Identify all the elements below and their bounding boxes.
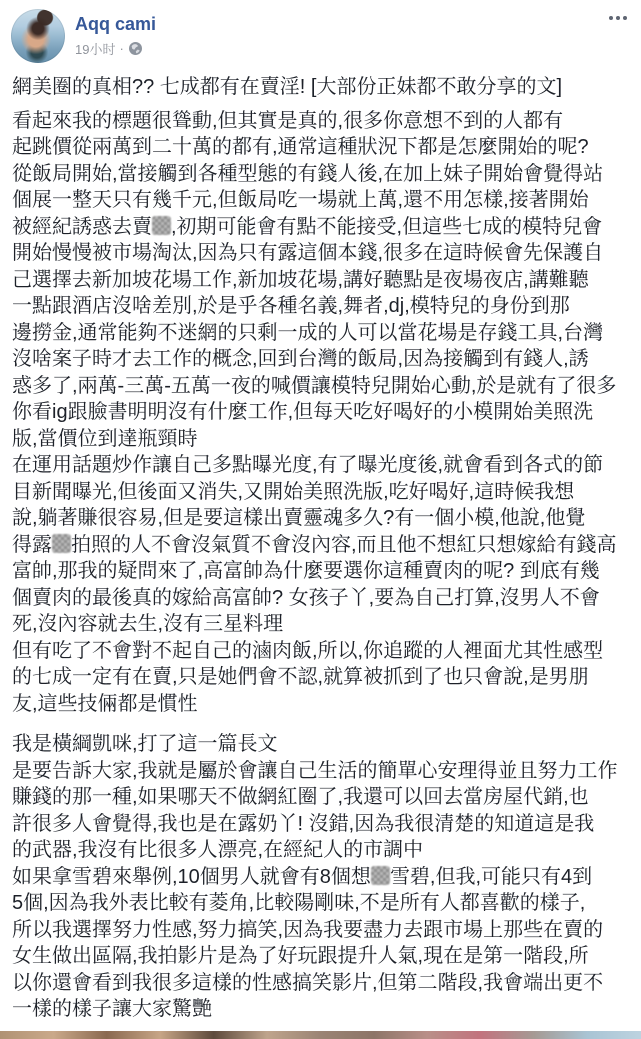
post-line: 所以我選擇努力性感,努力搞笑,因為我要盡力去跟市場上那些在賣的 — [12, 918, 604, 941]
post-paragraph — [12, 638, 629, 718]
post-menu-button[interactable] — [607, 12, 629, 24]
post-line: 在運用話題炒作讓自己多點曝光度,有了曝光度後,就會看到各式的節 — [12, 454, 604, 476]
post-line: 說,躺著賺很容易,但是要這樣出賣靈魂多久?有一個小模,他說,他覺 — [12, 507, 586, 529]
post-line: 我是橫綱凱咪,打了這一篇長文 — [12, 733, 278, 755]
post-paragraph — [12, 731, 629, 758]
post-line: 賺錢的那一種,如果哪天不做網紅圈了,我還可以回去當房屋代銷,也 — [12, 786, 589, 808]
post-line: 如果拿雪碧來舉例,10個男人就會有8個想 雪碧,但我,可能只有4到 — [12, 865, 593, 888]
censored-mosaic — [52, 534, 71, 553]
ellipsis-icon — [616, 16, 620, 20]
post-line: 被經紀誘惑去賣 ,初期可能會有點不能接受,但這些七成的模特兒會 — [12, 215, 603, 238]
post-line: 得露 拍照的人不會沒氣質不會沒內容,而且他不想紅只想嫁給有錢高 — [12, 533, 617, 556]
post-line: 你看ig跟臉書明明沒有什麼工作,但每天吃好喝好的小模開始美照洗 — [12, 401, 594, 423]
censored-mosaic — [371, 866, 390, 885]
post-line: 邊撈金,通常能夠不迷網的只剩一成的人可以當花場是存錢工具,台灣 — [12, 321, 604, 344]
post-line: 是要告訴大家,我就是屬於會讓自己生活的簡單心安理得並且努力工作 — [12, 759, 618, 782]
post-line: 網美圈的真相?? 七成都有在賣淫! [大部份正妹都不敢分享的文] — [12, 76, 563, 98]
post-line: 一點跟酒店沒啥差別,於是乎各種名義,舞者,dj,模特兒的身份到那 — [12, 295, 570, 317]
post-paragraph — [12, 74, 629, 101]
post-paragraph — [12, 452, 629, 638]
post-line: 惑多了,兩萬-三萬-五萬一夜的喊價讓模特兒開始心動,於是就有了很多 — [12, 374, 617, 397]
post-timestamp[interactable]: 19小时 — [75, 42, 116, 57]
post-line: 起跳價從兩萬到二十萬的都有,通常這種狀況下都是怎麼開始的呢? — [12, 136, 589, 158]
post-line: 的武器,我沒有比很多人漂亮,在經紀人的市調中 — [12, 839, 424, 861]
post-line: 富帥,那我的疑問來了,高富帥為什麼要選你這種賣肉的呢? 到底有幾 — [12, 560, 600, 582]
author-name[interactable]: Aqq cami — [75, 14, 157, 34]
post-line: 許很多人會覺得,我也是在露奶丫! 沒錯,因為我很清楚的知道這是我 — [12, 812, 595, 835]
post-line: 沒啥案子時才去工作的概念,回到台灣的飯局,因為接觸到有錢人,誘 — [12, 348, 589, 370]
post-line: 個展一整天只有幾千元,但飯局吃一場就上萬,還不用怎樣,接著開始 — [12, 189, 589, 211]
post-header — [0, 0, 641, 71]
post-line: 從飯局開始,當接觸到各種型態的有錢人後,在加上妹子開始會覺得站 — [12, 162, 604, 185]
profile-avatar[interactable] — [11, 9, 65, 63]
ellipsis-icon — [609, 16, 613, 20]
post-line: 目新聞曝光,但後面又消失,又開始美照洗版,吃好喝好,這時候我想 — [12, 480, 575, 503]
post-paragraph — [12, 108, 629, 453]
ellipsis-icon — [623, 16, 627, 20]
post-line: 看起來我的標題很聳動,但其實是真的,很多你意想不到的人都有 — [12, 109, 564, 132]
post-line: 版,當價位到達瓶頸時 — [12, 427, 198, 450]
photo-attachment-edge[interactable] — [0, 1031, 641, 1039]
post-line: 死,沒內容就去生,沒有三星料理 — [12, 613, 284, 635]
censored-mosaic — [152, 216, 171, 235]
post-line: 開始慢慢被市場淘汰,因為只有露這個本錢,很多在這時候會先保護自 — [12, 242, 604, 264]
post-line: 女生做出區隔,我拍影片是為了好玩跟提升人氣,現在是第一階段,所 — [12, 945, 589, 967]
post-content — [0, 71, 641, 1023]
post-line: 個賣肉的最後真的嫁給高富帥? 女孩子丫,要為自己打算,沒男人不會 — [12, 586, 600, 609]
post-line: 5個,因為我外表比較有菱角,比較陽剛味,不是所有人都喜歡的樣子, — [12, 892, 586, 914]
post-paragraph — [12, 864, 629, 1023]
post-line: 以你還會看到我很多這樣的性感搞笑影片,但第二階段,我會端出更不 — [12, 971, 604, 994]
post-line: 但有吃了不會對不起自己的滷肉飯,所以,你追蹤的人裡面尤其性感型 — [12, 639, 604, 662]
post-line: 己選擇去新加坡花場工作,新加坡花場,講好聽點是夜場夜店,講難聽 — [12, 268, 589, 291]
header-meta — [75, 9, 156, 58]
post-line: 的七成一定有在賣,只是她們會不認,就算被抓到了也只會說,是男朋 — [12, 666, 589, 688]
post-line: 友,這些技倆都是慣性 — [12, 692, 198, 715]
privacy-globe-icon — [129, 42, 142, 55]
post-paragraph — [12, 758, 629, 864]
meta-separator: · — [119, 41, 124, 56]
post-line: 一樣的樣子讓大家驚艷 — [12, 998, 212, 1020]
